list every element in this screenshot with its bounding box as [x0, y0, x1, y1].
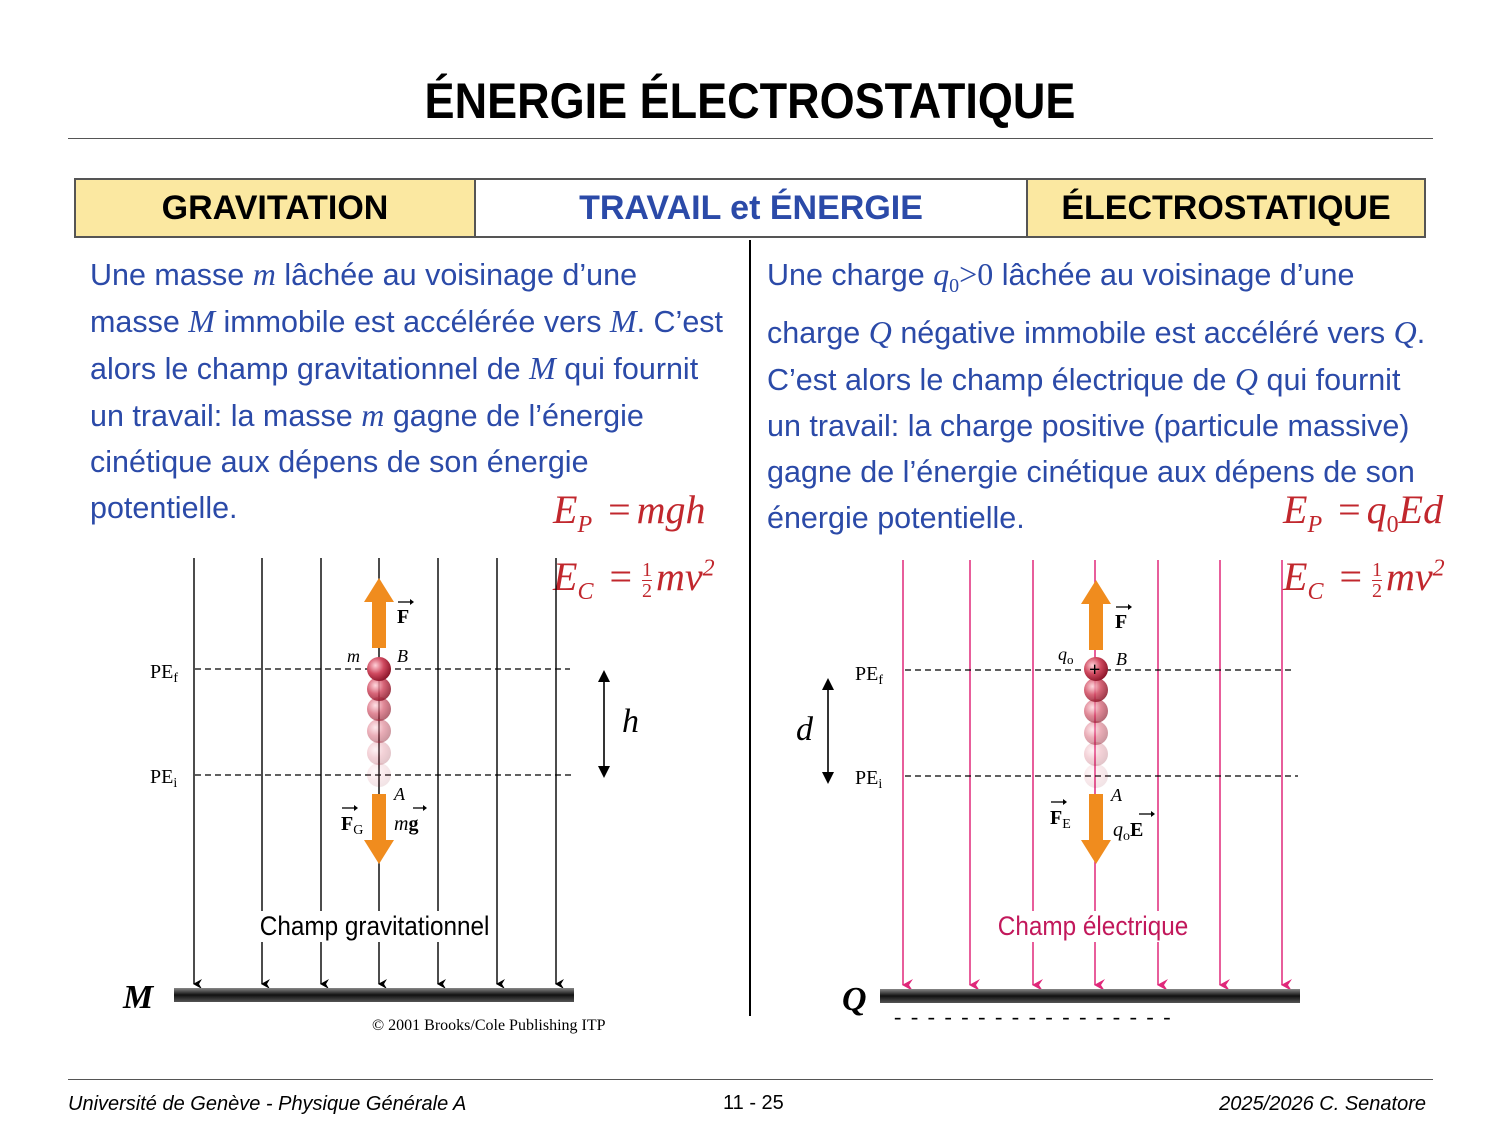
pe-final-label-electric: $PE_f$ [855, 663, 884, 688]
gravitation-paragraph: Une masse m lâchée au voisinage d’une masse M immobile est accélérée vers M. C’est alors le champ gravitationnel de M qui fournit un travail: la masse m gagne de l’énergie cinétique aux dépens de son énergie potentielle. [90, 256, 724, 525]
mass-label: m [347, 646, 360, 666]
plus-sign: + [1089, 659, 1101, 681]
point-b-label: B [397, 646, 408, 666]
pe-initial-label-electric: $PE_i$ [855, 767, 883, 792]
mass-m-plate [174, 988, 574, 1002]
force-down-arrow-electric [1081, 794, 1111, 864]
falling-mass-balls [367, 657, 391, 787]
page-number: 11 - 25 [723, 1092, 784, 1114]
charge-label: $q_o$ [1058, 644, 1074, 667]
footer-author: 2025/2026 C. Senatore [1219, 1093, 1426, 1115]
force-up-arrow [364, 578, 394, 648]
negative-charges: - - - - - - - - - - - - - - - - - [894, 1004, 1173, 1029]
gravitation-diagram [0, 550, 750, 1040]
footer-university: Université de Genève - Physique Générale A [68, 1093, 467, 1115]
gravity-field-label: Champ gravitationnel [259, 911, 490, 941]
electrostatique-paragraph: Une charge $q_0>0$ lâchée au voisinage d’une charge Q négative immobile est accéléré vers Q. C’est alors le champ électrique de Q qui fournit un travail: la charge positive (particule massive) gagne de l’énergie cinétique aux dépens de son énergie potentielle. [767, 256, 1426, 536]
force-up-arrow-electric [1081, 580, 1111, 650]
page-title: ÉNERGIE ÉLECTROSTATIQUE [424, 73, 1076, 129]
header-electrostatique: ÉLECTROSTATIQUE [1026, 178, 1426, 238]
force-fg-label: $F_G$ [341, 813, 364, 838]
source-m-label: M [123, 979, 154, 1016]
header-gravitation: GRAVITATION [74, 178, 476, 238]
header-travail-energie: TRAVAIL et ÉNERGIE [474, 178, 1028, 238]
equation-potential-gravity: $E_P$ = mgh [553, 487, 706, 538]
force-f-label: F [397, 606, 410, 628]
charge-q-plate [880, 989, 1300, 1003]
distance-label: d [796, 711, 813, 748]
electric-diagram [750, 550, 1500, 1040]
mg-label: mg [394, 813, 419, 835]
height-label: h [622, 703, 639, 740]
footer-rule [68, 1079, 1433, 1080]
equation-kinetic-gravity: $E_C$ = $\frac{1}{2}$ $mv^2$ [553, 554, 715, 605]
force-f-label-electric: F [1115, 611, 1128, 633]
title-rule [68, 138, 1433, 139]
electric-field-label: Champ électrique [997, 911, 1189, 941]
point-a-label: A [394, 784, 405, 804]
point-b-label-electric: B [1116, 649, 1127, 669]
qe-label: $q_oE$ [1113, 819, 1144, 844]
pe-final-label: $PE_f$ [150, 661, 179, 686]
equation-potential-electric: $E_P = q_0Ed$ [1283, 487, 1444, 538]
force-down-arrow [364, 794, 394, 864]
copyright-text: © 2001 Brooks/Cole Publishing ITP [372, 1017, 606, 1034]
source-q-label: Q [842, 981, 867, 1018]
force-fe-label: $F_E$ [1050, 807, 1071, 832]
equation-kinetic-electric: $E_C$ = $\frac{1}{2}$ $mv^2$ [1283, 554, 1445, 605]
point-a-label-electric: A [1111, 785, 1122, 805]
pe-initial-label: $PE_i$ [150, 766, 178, 791]
